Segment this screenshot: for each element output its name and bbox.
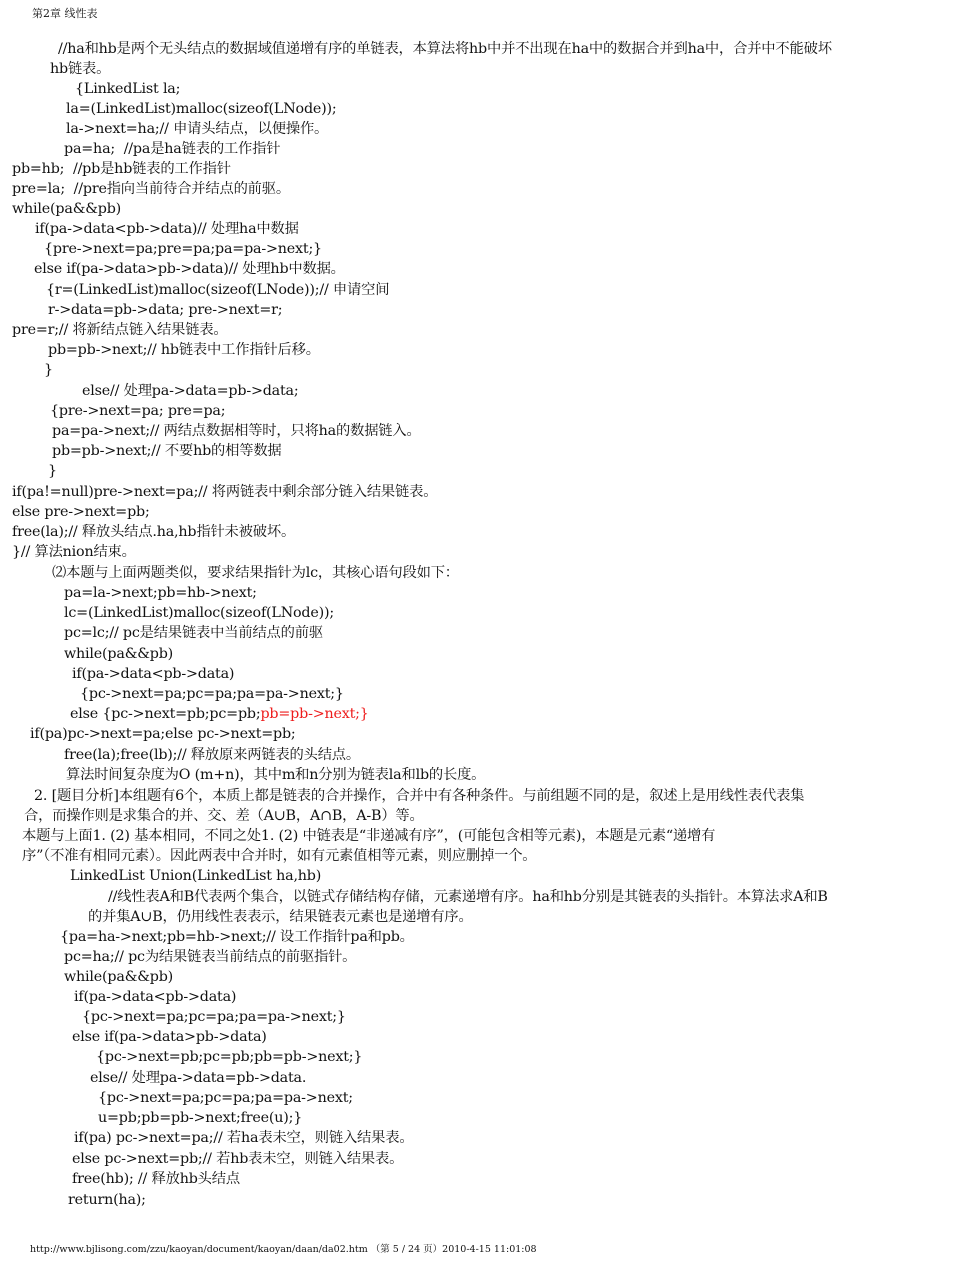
text-line: while(pa&&pb) [64,969,174,985]
text-line: 合，而操作则是求集合的并、交、差（A∪B，A∩B，A-B）等。 [24,808,424,824]
text-line: } [44,362,53,378]
text-line: r->data=pb->data; pre->next=r; [48,302,283,318]
text-line: {pc->next=pb;pc=pb;pb=pb->next;} [96,1049,363,1065]
text-line: {r=(LinkedList)malloc(sizeof(LNode));// 申请空间 [46,282,390,298]
text-line: //线性表A和B代表两个集合，以链式存储结构存储，元素递增有序。ha和hb分别是其链表的头指针。本算法求A和B [108,889,828,905]
text-line: pc=ha;// pc为结果链表当前结点的前驱指针。 [64,949,357,965]
text-line: free(la);free(lb);// 释放原来两链表的头结点。 [64,747,360,763]
text-line: else if(pa->data>pb->data)// 处理hb中数据。 [34,261,345,277]
text-line: 2. [题目分析]本组题有6个，本质上都是链表的合并操作，合并中有各种条件。与前组题不同的是，叙述上是用线性表代表集 [34,788,805,804]
text-line: {pc->next=pa;pc=pa;pa=pa->next;} [82,1009,346,1025]
text-line: 的并集A∪B，仍用线性表表示，结果链表元素也是递增有序。 [88,909,473,925]
text-line: pa=ha; //pa是ha链表的工作指针 [64,141,281,157]
text-line: pa=la->next;pb=hb->next; [64,585,257,601]
text-line: else// 处理pa->data=pb->data. [90,1070,307,1086]
text-line: pa=pa->next;// 两结点数据相等时，只将ha的数据链入。 [52,423,421,439]
text-line: lc=(LinkedList)malloc(sizeof(LNode)); [64,605,335,621]
text-line: while(pa&&pb) [64,646,174,662]
text-line: la->next=ha;// 申请头结点，以便操作。 [66,121,329,137]
text-line: 算法时间复杂度为O (m+n)，其中m和n分别为链表la和lb的长度。 [66,767,486,783]
text-line: pre=r;// 将新结点链入结果链表。 [12,322,228,338]
page-footer: http://www.bjlisong.com/zzu/kaoyan/document/kaoyan/daan/da02.htm （第 5 / 24 页）2010-4-15 11:01:08 [30,1244,537,1255]
text-line: 序”（不准有相同元素）。因此两表中合并时，如有元素值相等元素，则应删掉一个。 [22,848,537,864]
text-line: u=pb;pb=pb->next;free(u);} [98,1110,303,1126]
text-line: } [48,463,57,479]
text-line: free(hb); // 释放hb头结点 [72,1171,240,1187]
text-line: {LinkedList la; [75,81,181,97]
text-line: else pre->next=pb; [12,504,150,520]
text-line: {pre->next=pa; pre=pa; [50,403,226,419]
text-line: if(pa) pc->next=pa;// 若ha表未空，则链入结果表。 [74,1130,414,1146]
text-line: pb=hb; //pb是hb链表的工作指针 [12,161,231,177]
text-line: while(pa&&pb) [12,201,122,217]
text-line: else pc->next=pb;// 若hb表未空，则链入结果表。 [72,1151,404,1167]
text-line: //ha和hb是两个无头结点的数据域值递增有序的单链表，本算法将hb中并不出现在ha中的数据合并到ha中，合并中不能破坏 [58,41,832,57]
text-line: 本题与上面1. (2) 基本相同，不同之处1. (2) 中链表是“非递减有序”，(可能包含相等元素)，本题是元素“递增有 [22,828,716,844]
text-line: {pc->next=pa;pc=pa;pa=pa->next;} [80,686,344,702]
text-line: pc=lc;// pc是结果链表中当前结点的前驱 [64,625,323,641]
chapter-header: 第2章 线性表 [32,7,98,20]
text-line: la=(LinkedList)malloc(sizeof(LNode)); [66,101,337,117]
text-line: else if(pa->data>pb->data) [72,1029,267,1045]
text-line: {pre->next=pa;pre=pa;pa=pa->next;} [44,241,322,257]
text-line: LinkedList Union(LinkedList ha,hb) [70,868,322,884]
text-line: if(pa!=null)pre->next=pa;// 将两链表中剩余部分链入结果链表。 [12,484,438,500]
text-line: {pc->next=pa;pc=pa;pa=pa->next; [98,1090,353,1106]
text-line: if(pa->data<pb->data) [74,989,237,1005]
text-line: ⑵本题与上面两题类似，要求结果指针为lc，其核心语句段如下： [52,565,459,581]
text-line: else// 处理pa->data=pb->data; [82,383,299,399]
text-line: if(pa)pc->next=pa;else pc->next=pb; [30,726,296,742]
text-line: hb链表。 [50,61,111,77]
text-line: }// 算法nion结束。 [12,544,136,560]
text-line: return(ha); [68,1192,146,1208]
text-line: pb=pb->next;// hb链表中工作指针后移。 [48,342,320,358]
text-line: {pa=ha->next;pb=hb->next;// 设工作指针pa和pb。 [60,929,414,945]
text-line: free(la);// 释放头结点.ha,hb指针未被破坏。 [12,524,296,540]
text-line: pre=la; //pre指向当前待合并结点的前驱。 [12,181,290,197]
text-line: if(pa->data<pb->data) [72,666,235,682]
text-line [70,704,369,724]
highlighted-code: pb=pb->next;} [260,706,369,722]
text-line: if(pa->data<pb->data)// 处理ha中数据 [35,221,299,237]
code-text: else {pc->next=pb;pc=pb; [70,706,261,722]
text-line: pb=pb->next;// 不要hb的相等数据 [52,443,282,459]
